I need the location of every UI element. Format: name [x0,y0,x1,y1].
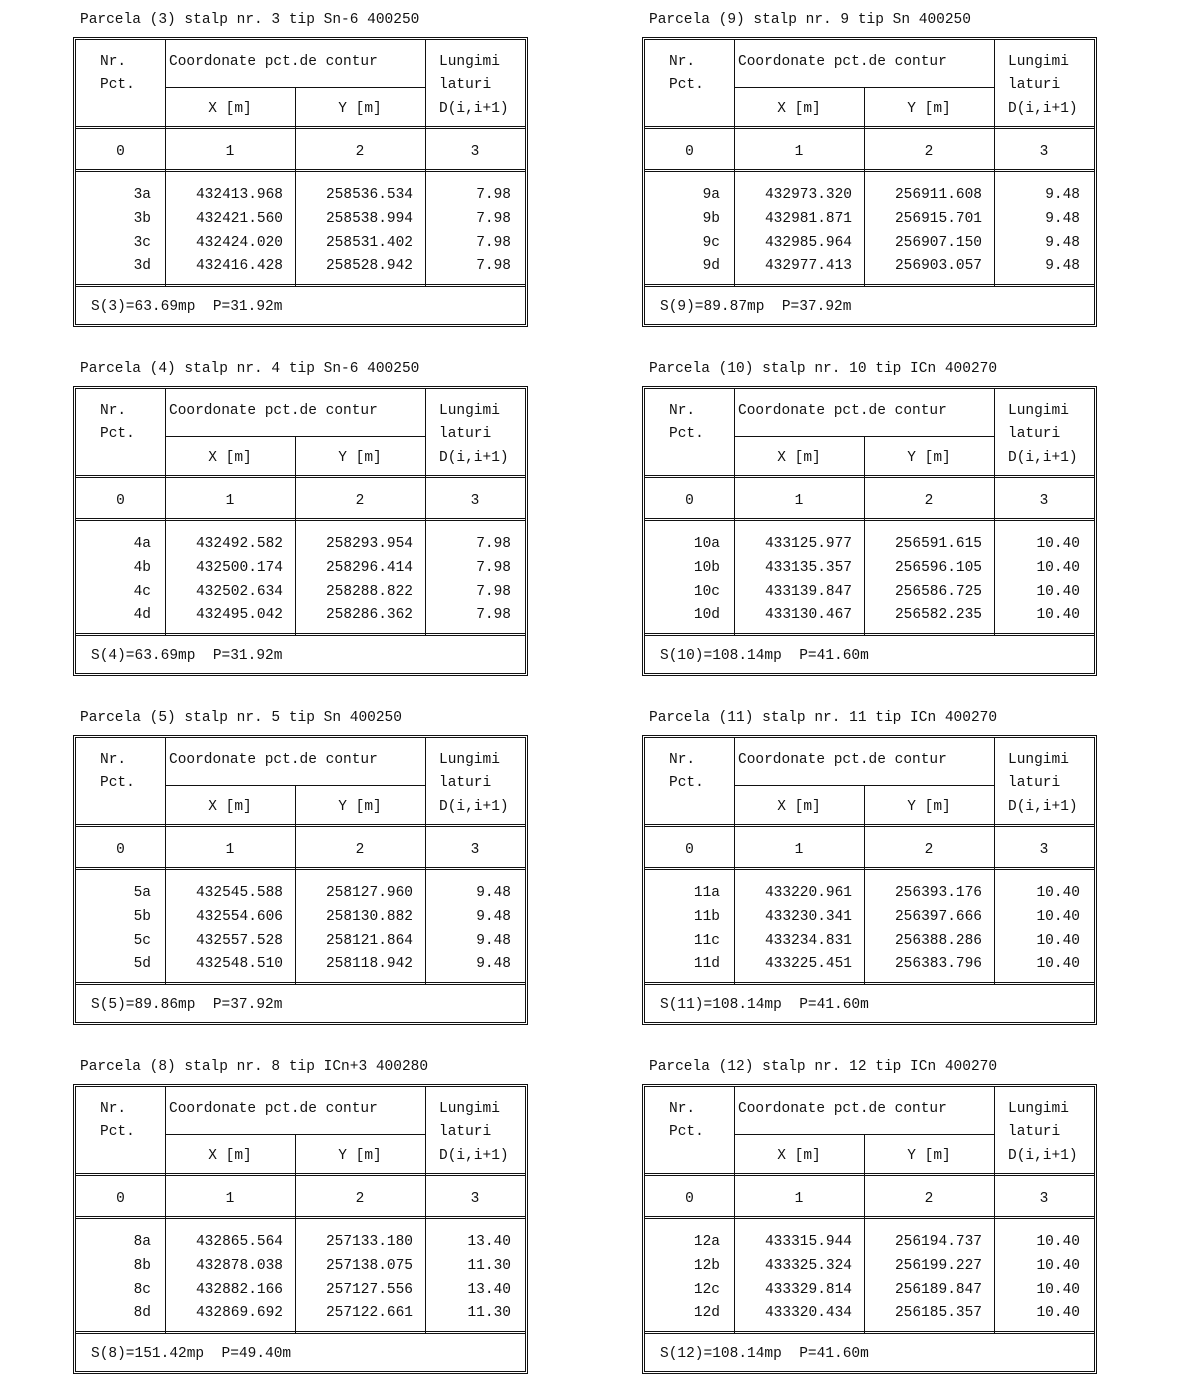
parcel-summary: S(4)=63.69mp P=31.92m [91,648,283,664]
point-id-cell: 9b [702,211,720,227]
column-number: 3 [1039,1191,1049,1207]
point-id-cell: 10d [693,607,720,623]
point-id-cell: 8a [133,1234,151,1250]
column-number: 3 [470,493,480,509]
parcel-title: Parcela (8) stalp nr. 8 tip ICn+3 400280 [80,1059,429,1075]
y-coordinate-cell: 256915.701 [894,211,982,227]
parcel-summary: S(11)=108.14mp P=41.60m [660,997,869,1013]
y-coordinate-cell: 256907.150 [894,235,982,251]
section-separator [76,518,525,521]
side-length-cell: 7.98 [476,258,511,274]
header-coordonate: Coordonate pct.de contur [169,1101,378,1117]
section-separator [76,1331,525,1334]
header-pct: Pct. [669,1124,704,1140]
x-coordinate-cell: 433315.944 [764,1234,852,1250]
x-coordinate-cell: 432413.968 [195,187,283,203]
column-number: 1 [794,842,804,858]
header-pct: Pct. [669,775,704,791]
header-rule [165,87,425,88]
y-coordinate-cell: 258118.942 [325,956,413,972]
x-coordinate-cell: 432492.582 [195,536,283,552]
parcel-summary: S(8)=151.42mp P=49.40m [91,1346,292,1362]
point-id-cell: 5b [133,909,151,925]
column-number: 1 [794,144,804,160]
y-coordinate-cell: 258296.414 [325,560,413,576]
header-pct: Pct. [100,426,135,442]
point-id-cell: 4b [133,560,151,576]
side-length-cell: 7.98 [476,187,511,203]
header-coordonate: Coordonate pct.de contur [738,403,947,419]
section-separator [76,1173,525,1176]
side-length-cell: 10.40 [1036,1258,1080,1274]
y-coordinate-cell: 256383.796 [894,956,982,972]
header-pct: Pct. [669,426,704,442]
parcel-block [73,699,528,1035]
column-number: 1 [225,144,235,160]
x-coordinate-cell: 432500.174 [195,560,283,576]
header-d: D(i,i+1) [1008,799,1078,815]
side-length-cell: 10.40 [1036,584,1080,600]
y-coordinate-cell: 256591.615 [894,536,982,552]
column-number: 0 [685,144,694,160]
side-length-cell: 7.98 [476,584,511,600]
y-coordinate-cell: 256397.666 [894,909,982,925]
side-length-cell: 13.40 [467,1234,511,1250]
parcel-table [642,386,1097,676]
parcel-title: Parcela (5) stalp nr. 5 tip Sn 400250 [80,710,402,726]
y-coordinate-cell: 257122.661 [325,1305,413,1321]
column-number: 2 [355,1191,365,1207]
point-id-cell: 4a [133,536,151,552]
header-pct: Pct. [100,77,135,93]
parcel-table [73,37,528,327]
header-nr: Nr. [669,1101,696,1117]
header-laturi: laturi [439,1124,492,1140]
y-coordinate-cell: 257133.180 [325,1234,413,1250]
side-length-cell: 11.30 [467,1258,511,1274]
x-coordinate-cell: 433220.961 [764,885,852,901]
parcel-block [642,699,1097,1035]
point-id-cell: 11c [693,933,720,949]
point-id-cell: 4c [133,584,151,600]
y-coordinate-cell: 258536.534 [325,187,413,203]
header-laturi: laturi [1008,77,1061,93]
column-number: 3 [1039,842,1049,858]
column-number: 1 [225,842,235,858]
header-pct: Pct. [100,1124,135,1140]
point-id-cell: 12d [693,1305,720,1321]
parcel-block [73,1,528,337]
y-coordinate-cell: 258286.362 [325,607,413,623]
header-pct: Pct. [669,77,704,93]
y-coordinate-cell: 256388.286 [894,933,982,949]
header-y: Y [m] [338,101,382,117]
y-coordinate-cell: 256596.105 [894,560,982,576]
header-rule [734,1134,994,1135]
side-length-cell: 10.40 [1036,956,1080,972]
point-id-cell: 3a [133,187,151,203]
header-y: Y [m] [907,450,951,466]
parcel-title: Parcela (12) stalp nr. 12 tip ICn 400270 [649,1059,998,1075]
x-coordinate-cell: 433234.831 [764,933,852,949]
side-length-cell: 10.40 [1036,1234,1080,1250]
side-length-cell: 10.40 [1036,1305,1080,1321]
y-coordinate-cell: 256582.235 [894,607,982,623]
section-separator [645,518,1094,521]
column-number: 0 [116,144,125,160]
header-x: X [m] [777,1148,821,1164]
point-id-cell: 10a [693,536,720,552]
header-nr: Nr. [669,403,696,419]
x-coordinate-cell: 432421.560 [195,211,283,227]
side-length-cell: 9.48 [1045,235,1080,251]
x-coordinate-cell: 433225.451 [764,956,852,972]
section-separator [645,1173,1094,1176]
header-lungimi: Lungimi [439,752,500,768]
point-id-cell: 8c [133,1282,151,1298]
header-lungimi: Lungimi [1008,1101,1069,1117]
column-number: 0 [685,842,694,858]
side-length-cell: 7.98 [476,536,511,552]
parcel-table [642,37,1097,327]
y-coordinate-cell: 256199.227 [894,1258,982,1274]
header-y: Y [m] [338,1148,382,1164]
point-id-cell: 12c [693,1282,720,1298]
parcel-title: Parcela (9) stalp nr. 9 tip Sn 400250 [649,12,971,28]
x-coordinate-cell: 432502.634 [195,584,283,600]
column-number: 0 [116,493,125,509]
side-length-cell: 10.40 [1036,536,1080,552]
header-coordonate: Coordonate pct.de contur [738,752,947,768]
point-id-cell: 4d [133,607,151,623]
column-number: 0 [116,842,125,858]
header-rule [165,436,425,437]
section-separator [76,475,525,478]
header-coordonate: Coordonate pct.de contur [169,403,378,419]
point-id-cell: 5d [133,956,151,972]
header-laturi: laturi [1008,1124,1061,1140]
header-rule [734,436,994,437]
parcel-block [73,350,528,686]
header-lungimi: Lungimi [439,403,500,419]
point-id-cell: 11b [693,909,720,925]
column-number: 0 [685,493,694,509]
parcel-block [642,350,1097,686]
x-coordinate-cell: 433230.341 [764,909,852,925]
header-laturi: laturi [439,77,492,93]
point-id-cell: 9a [702,187,720,203]
section-separator [645,284,1094,287]
parcel-title: Parcela (3) stalp nr. 3 tip Sn-6 400250 [80,12,420,28]
side-length-cell: 11.30 [467,1305,511,1321]
parcel-title: Parcela (11) stalp nr. 11 tip ICn 400270 [649,710,998,726]
side-length-cell: 9.48 [476,933,511,949]
column-number: 2 [924,144,934,160]
y-coordinate-cell: 256393.176 [894,885,982,901]
header-lungimi: Lungimi [1008,403,1069,419]
header-x: X [m] [208,450,252,466]
parcel-summary: S(12)=108.14mp P=41.60m [660,1346,869,1362]
point-id-cell: 9d [702,258,720,274]
parcel-table [73,1084,528,1374]
column-number: 0 [116,1191,125,1207]
side-length-cell: 7.98 [476,560,511,576]
side-length-cell: 9.48 [476,956,511,972]
y-coordinate-cell: 257138.075 [325,1258,413,1274]
x-coordinate-cell: 433135.357 [764,560,852,576]
header-nr: Nr. [100,752,127,768]
column-number: 1 [794,493,804,509]
point-id-cell: 3b [133,211,151,227]
parcel-block [73,1048,528,1384]
x-coordinate-cell: 433325.324 [764,1258,852,1274]
y-coordinate-cell: 256189.847 [894,1282,982,1298]
section-separator [76,867,525,870]
side-length-cell: 10.40 [1036,560,1080,576]
header-d: D(i,i+1) [439,1148,509,1164]
x-coordinate-cell: 433320.434 [764,1305,852,1321]
column-number: 3 [1039,493,1049,509]
x-coordinate-cell: 432557.528 [195,933,283,949]
section-separator [76,126,525,129]
column-number: 2 [355,493,365,509]
column-number: 3 [1039,144,1049,160]
side-length-cell: 9.48 [476,885,511,901]
side-length-cell: 9.48 [1045,258,1080,274]
section-separator [645,982,1094,985]
section-separator [645,1331,1094,1334]
section-separator [76,824,525,827]
header-x: X [m] [777,101,821,117]
header-y: Y [m] [907,799,951,815]
parcel-summary: S(5)=89.86mp P=37.92m [91,997,283,1013]
y-coordinate-cell: 258293.954 [325,536,413,552]
y-coordinate-cell: 258121.864 [325,933,413,949]
parcel-summary: S(3)=63.69mp P=31.92m [91,299,283,315]
header-x: X [m] [777,450,821,466]
x-coordinate-cell: 433329.814 [764,1282,852,1298]
side-length-cell: 10.40 [1036,909,1080,925]
column-number: 1 [225,1191,235,1207]
header-lungimi: Lungimi [439,1101,500,1117]
x-coordinate-cell: 432424.020 [195,235,283,251]
section-separator [645,126,1094,129]
section-separator [76,1216,525,1219]
x-coordinate-cell: 433130.467 [764,607,852,623]
section-separator [76,284,525,287]
header-pct: Pct. [100,775,135,791]
side-length-cell: 7.98 [476,607,511,623]
parcel-block [642,1048,1097,1384]
side-length-cell: 10.40 [1036,607,1080,623]
header-y: Y [m] [338,450,382,466]
y-coordinate-cell: 257127.556 [325,1282,413,1298]
header-laturi: laturi [1008,775,1061,791]
header-rule [734,87,994,88]
header-laturi: laturi [439,426,492,442]
parcel-summary: S(9)=89.87mp P=37.92m [660,299,852,315]
x-coordinate-cell: 432973.320 [764,187,852,203]
section-separator [76,169,525,172]
point-id-cell: 8b [133,1258,151,1274]
y-coordinate-cell: 256911.608 [894,187,982,203]
header-d: D(i,i+1) [1008,450,1078,466]
header-x: X [m] [208,799,252,815]
column-number: 3 [470,1191,480,1207]
point-id-cell: 8d [133,1305,151,1321]
header-lungimi: Lungimi [1008,752,1069,768]
header-lungimi: Lungimi [439,54,500,70]
header-x: X [m] [208,1148,252,1164]
point-id-cell: 11d [693,956,720,972]
header-laturi: laturi [439,775,492,791]
header-x: X [m] [777,799,821,815]
header-coordonate: Coordonate pct.de contur [738,54,947,70]
x-coordinate-cell: 432545.588 [195,885,283,901]
column-number: 2 [924,493,934,509]
x-coordinate-cell: 432554.606 [195,909,283,925]
y-coordinate-cell: 258130.882 [325,909,413,925]
header-rule [165,1134,425,1135]
header-coordonate: Coordonate pct.de contur [169,752,378,768]
header-d: D(i,i+1) [1008,1148,1078,1164]
point-id-cell: 10b [693,560,720,576]
y-coordinate-cell: 256194.737 [894,1234,982,1250]
header-rule [165,785,425,786]
column-number: 0 [685,1191,694,1207]
side-length-cell: 7.98 [476,235,511,251]
x-coordinate-cell: 433139.847 [764,584,852,600]
column-number: 3 [470,144,480,160]
parcel-block [642,1,1097,337]
parcel-table [73,735,528,1025]
point-id-cell: 12b [693,1258,720,1274]
parcel-table [642,735,1097,1025]
point-id-cell: 5c [133,933,151,949]
header-nr: Nr. [669,54,696,70]
column-number: 2 [355,144,365,160]
header-laturi: laturi [1008,426,1061,442]
header-nr: Nr. [100,54,127,70]
x-coordinate-cell: 432981.871 [764,211,852,227]
section-separator [76,982,525,985]
header-y: Y [m] [338,799,382,815]
header-d: D(i,i+1) [439,799,509,815]
header-coordonate: Coordonate pct.de contur [169,54,378,70]
column-number: 2 [924,1191,934,1207]
side-length-cell: 9.48 [476,909,511,925]
x-coordinate-cell: 432985.964 [764,235,852,251]
parcel-summary: S(10)=108.14mp P=41.60m [660,648,869,664]
y-coordinate-cell: 258288.822 [325,584,413,600]
x-coordinate-cell: 432869.692 [195,1305,283,1321]
header-y: Y [m] [907,101,951,117]
column-number: 2 [924,842,934,858]
point-id-cell: 9c [702,235,720,251]
header-rule [734,785,994,786]
point-id-cell: 12a [693,1234,720,1250]
side-length-cell: 9.48 [1045,187,1080,203]
x-coordinate-cell: 432416.428 [195,258,283,274]
column-number: 2 [355,842,365,858]
side-length-cell: 13.40 [467,1282,511,1298]
section-separator [645,633,1094,636]
side-length-cell: 10.40 [1036,1282,1080,1298]
side-length-cell: 10.40 [1036,885,1080,901]
header-d: D(i,i+1) [439,450,509,466]
x-coordinate-cell: 432882.166 [195,1282,283,1298]
parcel-table [73,386,528,676]
section-separator [645,1216,1094,1219]
header-nr: Nr. [100,1101,127,1117]
point-id-cell: 11a [693,885,720,901]
side-length-cell: 9.48 [1045,211,1080,227]
header-nr: Nr. [669,752,696,768]
column-number: 1 [794,1191,804,1207]
parcel-table [642,1084,1097,1374]
y-coordinate-cell: 258127.960 [325,885,413,901]
parcel-title: Parcela (10) stalp nr. 10 tip ICn 400270 [649,361,998,377]
y-coordinate-cell: 256185.357 [894,1305,982,1321]
y-coordinate-cell: 258538.994 [325,211,413,227]
x-coordinate-cell: 432865.564 [195,1234,283,1250]
section-separator [645,169,1094,172]
header-y: Y [m] [907,1148,951,1164]
y-coordinate-cell: 256586.725 [894,584,982,600]
side-length-cell: 10.40 [1036,933,1080,949]
column-number: 3 [470,842,480,858]
x-coordinate-cell: 432495.042 [195,607,283,623]
point-id-cell: 10c [693,584,720,600]
x-coordinate-cell: 432977.413 [764,258,852,274]
column-number: 1 [225,493,235,509]
header-d: D(i,i+1) [439,101,509,117]
header-d: D(i,i+1) [1008,101,1078,117]
y-coordinate-cell: 256903.057 [894,258,982,274]
y-coordinate-cell: 258528.942 [325,258,413,274]
header-lungimi: Lungimi [1008,54,1069,70]
y-coordinate-cell: 258531.402 [325,235,413,251]
point-id-cell: 3d [133,258,151,274]
section-separator [645,867,1094,870]
side-length-cell: 7.98 [476,211,511,227]
x-coordinate-cell: 432878.038 [195,1258,283,1274]
header-coordonate: Coordonate pct.de contur [738,1101,947,1117]
section-separator [645,475,1094,478]
section-separator [645,824,1094,827]
x-coordinate-cell: 432548.510 [195,956,283,972]
header-x: X [m] [208,101,252,117]
parcel-title: Parcela (4) stalp nr. 4 tip Sn-6 400250 [80,361,420,377]
point-id-cell: 5a [133,885,151,901]
section-separator [76,633,525,636]
point-id-cell: 3c [133,235,151,251]
header-nr: Nr. [100,403,127,419]
x-coordinate-cell: 433125.977 [764,536,852,552]
